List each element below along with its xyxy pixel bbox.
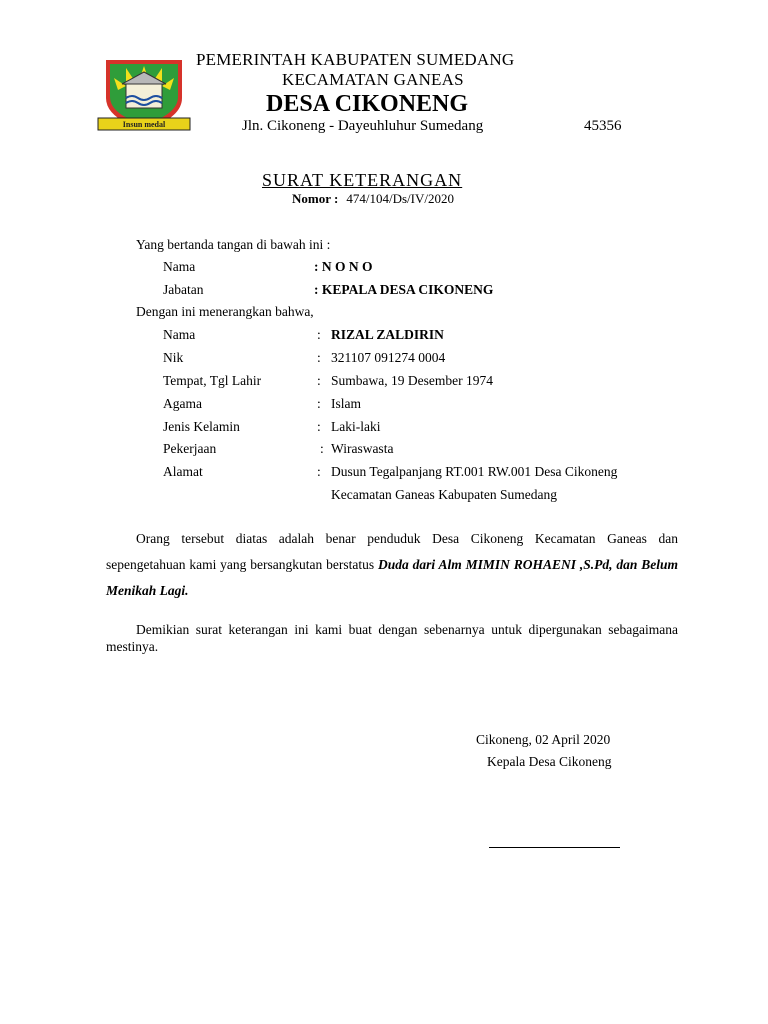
subject-occupation-value: Wiraswasta (331, 441, 394, 456)
subject-religion-value: Islam (331, 396, 361, 411)
intro-text: Yang bertanda tangan di bawah ini : (136, 237, 331, 252)
signer-position-value: : KEPALA DESA CIKONENG (314, 282, 494, 297)
subject-birth-value: Sumbawa, 19 Desember 1974 (331, 373, 493, 388)
letter-number (292, 191, 454, 207)
header-village: DESA CIKONENG (266, 91, 469, 117)
subject-occupation-label: Pekerjaan (163, 441, 217, 456)
subject-birth-label: Tempat, Tgl Lahir (163, 373, 262, 388)
subject-gender-label: Jenis Kelamin (163, 419, 240, 434)
subject-nik-label: Nik (163, 350, 184, 365)
subject-address-value-line2: Kecamatan Ganeas Kabupaten Sumedang (331, 487, 558, 502)
statement-intro: Dengan ini menerangkan bahwa, (136, 304, 314, 319)
closing-paragraph (106, 621, 678, 655)
header-postal-code: 45356 (584, 118, 622, 134)
statement-status: Duda dari Alm MIMIN ROHAENI ,S.Pd, dan Belum Menikah Lagi. (106, 557, 678, 598)
signer-name-value: : N O N O (314, 259, 373, 274)
header-district: KECAMATAN GANEAS (282, 70, 464, 89)
header-regency: PEMERINTAH KABUPATEN SUMEDANG (196, 50, 515, 69)
letter-number-label: Nomor : (292, 191, 339, 206)
signer-position-label: Jabatan (163, 282, 204, 297)
subject-address-sep: : (317, 464, 321, 479)
subject-birth-sep: : (317, 373, 321, 388)
place-date: Cikoneng, 02 April 2020 (476, 732, 611, 747)
subject-occupation-sep: : (320, 441, 324, 456)
village-logo-icon (96, 54, 192, 136)
statement-text: Orang tersebut diatas adalah benar penduduk Desa Cikoneng Kecamatan Ganeas dan sepengetahuan kami yang bersangkutan berstatus (106, 531, 678, 572)
header-address: Jln. Cikoneng - Dayeuhluhur Sumedang (242, 118, 484, 134)
svg-text:Insun medal: Insun medal (122, 120, 166, 129)
subject-nik-value: 321107 091274 0004 (331, 350, 446, 365)
letter-number-value: 474/104/Ds/IV/2020 (346, 191, 454, 206)
signer-title: Kepala Desa Cikoneng (487, 754, 612, 769)
subject-name-sep: : (317, 327, 321, 342)
subject-religion-sep: : (317, 396, 321, 411)
subject-religion-label: Agama (163, 396, 202, 411)
closing-text: Demikian surat keterangan ini kami buat dengan sebenarnya untuk dipergunakan sebagaimana mestinya. (106, 622, 678, 654)
letter-title: SURAT KETERANGAN (262, 170, 463, 190)
subject-address-label: Alamat (163, 464, 203, 479)
subject-gender-sep: : (317, 419, 321, 434)
signer-name-label: Nama (163, 259, 196, 274)
subject-gender-value: Laki-laki (331, 419, 381, 434)
subject-address-value: Dusun Tegalpanjang RT.001 RW.001 Desa Cikoneng (331, 464, 618, 479)
statement-paragraph (106, 526, 678, 604)
subject-nik-sep: : (317, 350, 321, 365)
subject-name-label: Nama (163, 327, 196, 342)
signature-line (489, 847, 620, 848)
subject-name-value: RIZAL ZALDIRIN (331, 327, 444, 342)
